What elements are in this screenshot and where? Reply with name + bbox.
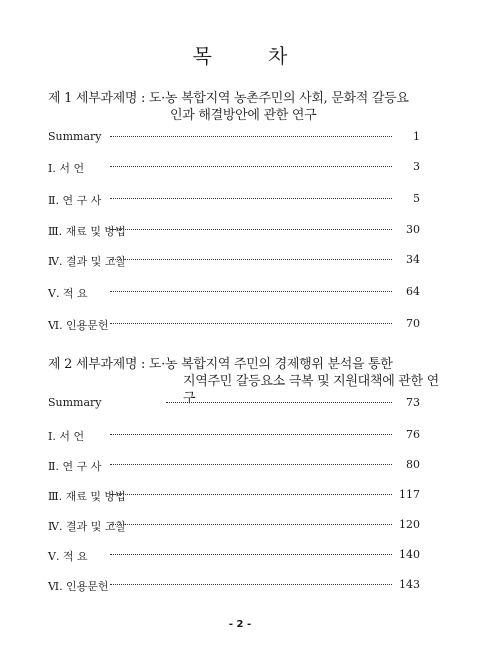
toc-entry[interactable]	[48, 578, 420, 592]
toc-entry[interactable]	[48, 285, 420, 299]
toc-entry-page: 80	[406, 458, 420, 471]
toc-entry-page: 76	[406, 428, 420, 441]
leader-dots	[110, 198, 392, 199]
section-1-heading	[48, 90, 448, 124]
toc-entry-label: Ⅱ. 연 구 사	[48, 458, 105, 474]
toc-entry-label: Ⅳ. 결과 및 고찰	[48, 253, 130, 269]
page-number: - 2 -	[228, 619, 252, 630]
toc-entry-page: 1	[413, 130, 420, 143]
leader-dots	[110, 229, 392, 230]
leader-dots	[110, 323, 392, 324]
title-char-1: 목	[192, 44, 212, 68]
toc-entry-label: Ⅳ. 결과 및 고찰	[48, 518, 130, 534]
toc-entry-label: Ⅲ. 재료 및 방법	[48, 488, 130, 504]
toc-entry-label: Ⅵ. 인용문헌	[48, 578, 113, 594]
section-1-heading-line1: 제 1 세부과제명 : 도·농 복합지역 농촌주민의 사회, 문화적 갈등요	[48, 91, 409, 106]
leader-dots	[110, 291, 392, 292]
toc-entry[interactable]	[48, 396, 420, 410]
toc-entry[interactable]	[48, 130, 420, 144]
section-2-heading-line2: 지역주민 갈등요소 극복 및 지원대책에 관한 연구	[183, 374, 439, 406]
leader-dots	[110, 494, 392, 495]
section-2-heading-line1: 제 2 세부과제명 : 도·농 복합지역 주민의 경제행위 분석을 통한	[48, 357, 393, 372]
toc-entry[interactable]	[48, 458, 420, 472]
toc-entry-label: Ⅲ. 재료 및 방법	[48, 223, 130, 239]
toc-entry[interactable]	[48, 160, 420, 174]
toc-entry[interactable]	[48, 488, 420, 502]
toc-entry-page: 140	[399, 548, 420, 561]
toc-entry-page: 73	[406, 396, 420, 409]
leader-dots	[110, 259, 392, 260]
toc-entry-page: 5	[413, 192, 420, 205]
leader-dots	[110, 136, 392, 137]
toc-entry-label: Ⅴ. 적 요	[48, 285, 92, 301]
toc-entry[interactable]	[48, 317, 420, 331]
toc-entry[interactable]	[48, 548, 420, 562]
toc-entry-page: 30	[406, 223, 420, 236]
leader-dots	[110, 524, 392, 525]
toc-entry-label: Summary	[48, 396, 106, 409]
toc-entry-page: 3	[413, 160, 420, 173]
toc-entry-label: Ⅰ. 서 언	[48, 428, 88, 444]
toc-entry-label: Summary	[48, 130, 106, 143]
toc-entry-label: Ⅰ. 서 언	[48, 160, 88, 176]
section-1-heading-line2: 인과 해결방안에 관한 연구	[170, 108, 317, 123]
leader-dots	[110, 434, 392, 435]
leader-dots	[166, 402, 392, 403]
toc-entry-label: Ⅱ. 연 구 사	[48, 192, 105, 208]
toc-entry[interactable]	[48, 518, 420, 532]
toc-entry-label: Ⅵ. 인용문헌	[48, 317, 113, 333]
toc-entry[interactable]	[48, 253, 420, 267]
leader-dots	[110, 584, 392, 585]
title-char-2: 차	[268, 44, 288, 68]
toc-entry-page: 64	[406, 285, 420, 298]
leader-dots	[110, 554, 392, 555]
leader-dots	[110, 166, 392, 167]
leader-dots	[110, 464, 392, 465]
toc-entry-page: 143	[399, 578, 420, 591]
page-title	[0, 40, 480, 69]
toc-entry-label: Ⅴ. 적 요	[48, 548, 92, 564]
toc-entry[interactable]	[48, 428, 420, 442]
toc-entry-page: 117	[399, 488, 420, 501]
toc-entry-page: 34	[406, 253, 420, 266]
toc-entry-page: 120	[399, 518, 420, 531]
toc-entry[interactable]	[48, 192, 420, 206]
toc-entry[interactable]	[48, 223, 420, 237]
toc-entry-page: 70	[406, 317, 420, 330]
